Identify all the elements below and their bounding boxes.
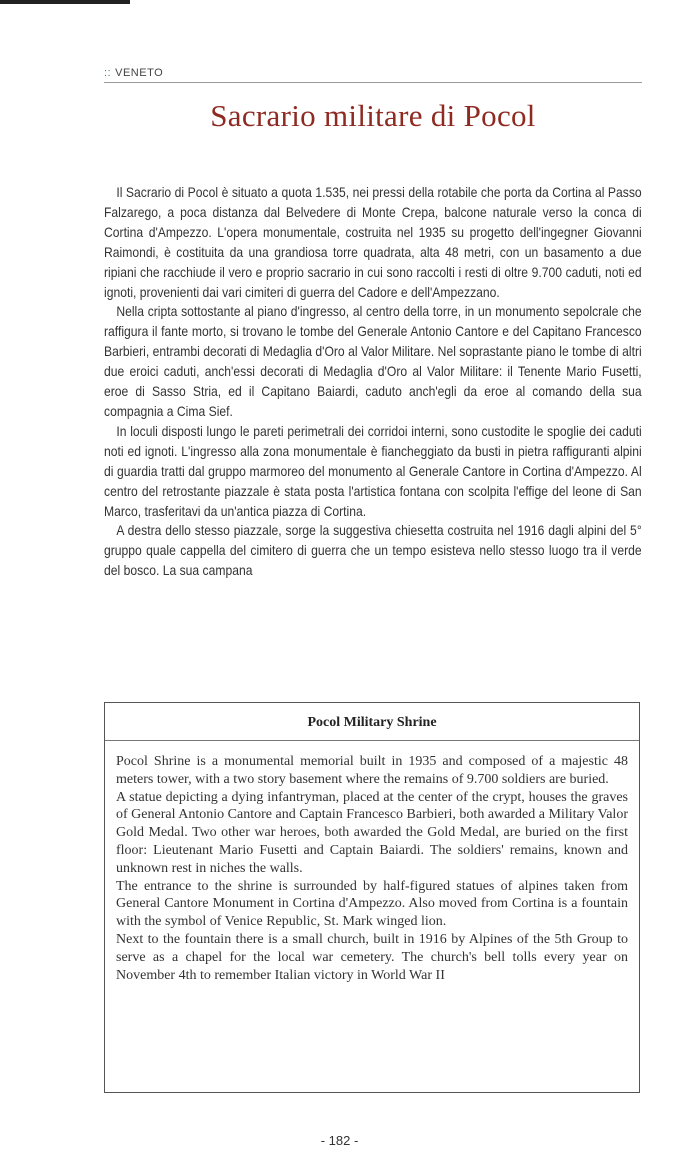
summary-paragraph: Pocol Shrine is a monumental memorial built in 1935 and composed of a majestic 48 meters tower, with a two story basement where the remains of 9.700 soldiers are buried. — [116, 754, 628, 787]
section-marker: :: — [104, 67, 112, 79]
english-summary-box — [104, 702, 640, 1093]
top-edge-bar — [0, 0, 130, 4]
page-title: Sacrario militare di Pocol — [210, 98, 536, 133]
section-name: VENETO — [115, 67, 164, 79]
article-paragraph: Nella cripta sottostante al piano d'ingresso, al centro della torre, in un monumento sepolcrale che raffigura il fante morto, si trovano le tombe del Generale Antonio Cantore e del Capitano Francesco Barbieri, entrambi decorati di Medaglia d'Oro al Valor Militare. Nel soprastante piano le tombe di altri due eroici caduti, anch'essi decorati di Medaglia d'Oro al Valor Militare: il Tenente Mario Fusetti, eroe di Sasso Stria, ed il Capitano Baiardi, caduto anch'egli da eroe al comando della sua compagnia a Cima Sief. — [104, 304, 642, 419]
article-paragraph: In loculi disposti lungo le pareti perimetrali dei corridoi interni, sono custodite le spoglie dei caduti noti ed ignoti. L'ingresso alla zona monumentale è fiancheggiato da busti in pietra raffiguranti alpini di guardia tratti dal gruppo marmoreo del monumento al Generale Cantore in Cortina d'Ampezzo. Al centro del retrostante piazzale è stata posta l'artistica fontana con scolpita l'effige del leone di San Marco, trasferitavi da un'antica piazza di Cortina. — [104, 423, 642, 519]
section-divider — [104, 82, 642, 83]
summary-paragraph: Next to the fountain there is a small church, built in 1916 by Alpines of the 5th Group to serve as a chapel for the local war cemetery. The church's bell tolls every year on November 4th to remember Italian victory in World War II — [116, 931, 628, 983]
summary-box-title: Pocol Military Shrine — [307, 715, 437, 730]
article-paragraph: A destra dello stesso piazzale, sorge la suggestiva chiesetta costruita nel 1916 dagli alpini del 5° gruppo quale cappella del cimitero di guerra che un tempo esisteva nello stesso luogo tra il verde del bosco. La sua campana — [104, 523, 642, 579]
summary-paragraph: A statue depicting a dying infantryman, placed at the center of the crypt, houses the graves of General Antonio Cantore and Captain Francesco Barbieri, both awarded a Military Valor Gold Medal. Two other war heroes, both awarded the Gold Medal, are buried on the first floor: Lieutenant Mario Fusetti and Captain Baiardi. The soldiers' remains, known and unknown rest in niches the walls. — [116, 789, 628, 876]
summary-box-body — [116, 753, 628, 984]
section-header — [104, 67, 163, 79]
summary-paragraph: The entrance to the shrine is surrounded by half-figured statues of alpines taken from General Cantore Monument in Cortina d'Ampezzo. Also moved from Cortina is a fountain with the symbol of Venice Republic, St. Mark winged lion. — [116, 878, 628, 930]
page-number: - 182 - — [320, 1133, 359, 1148]
italian-article-body — [104, 183, 642, 581]
summary-box-divider — [105, 740, 639, 741]
article-paragraph: Il Sacrario di Pocol è situato a quota 1.535, nei pressi della rotabile che porta da Cortina al Passo Falzarego, a poca distanza dal Belvedere di Monte Crepa, balcone naturale verso la conca di Cortina d'Ampezzo. L'opera monumentale, costruita nel 1935 su progetto dell'ingegner Giovanni Raimondi, è costituita da una grandiosa torre quadrata, alta 48 metri, con un basamento a due ripiani che racchiude il vero e proprio sacrario in cui sono raccolti i resti di oltre 9.700 caduti, noti ed ignoti, provenienti dai vari cimiteri di guerra del Cadore e dell'Ampezzano. — [104, 185, 642, 300]
